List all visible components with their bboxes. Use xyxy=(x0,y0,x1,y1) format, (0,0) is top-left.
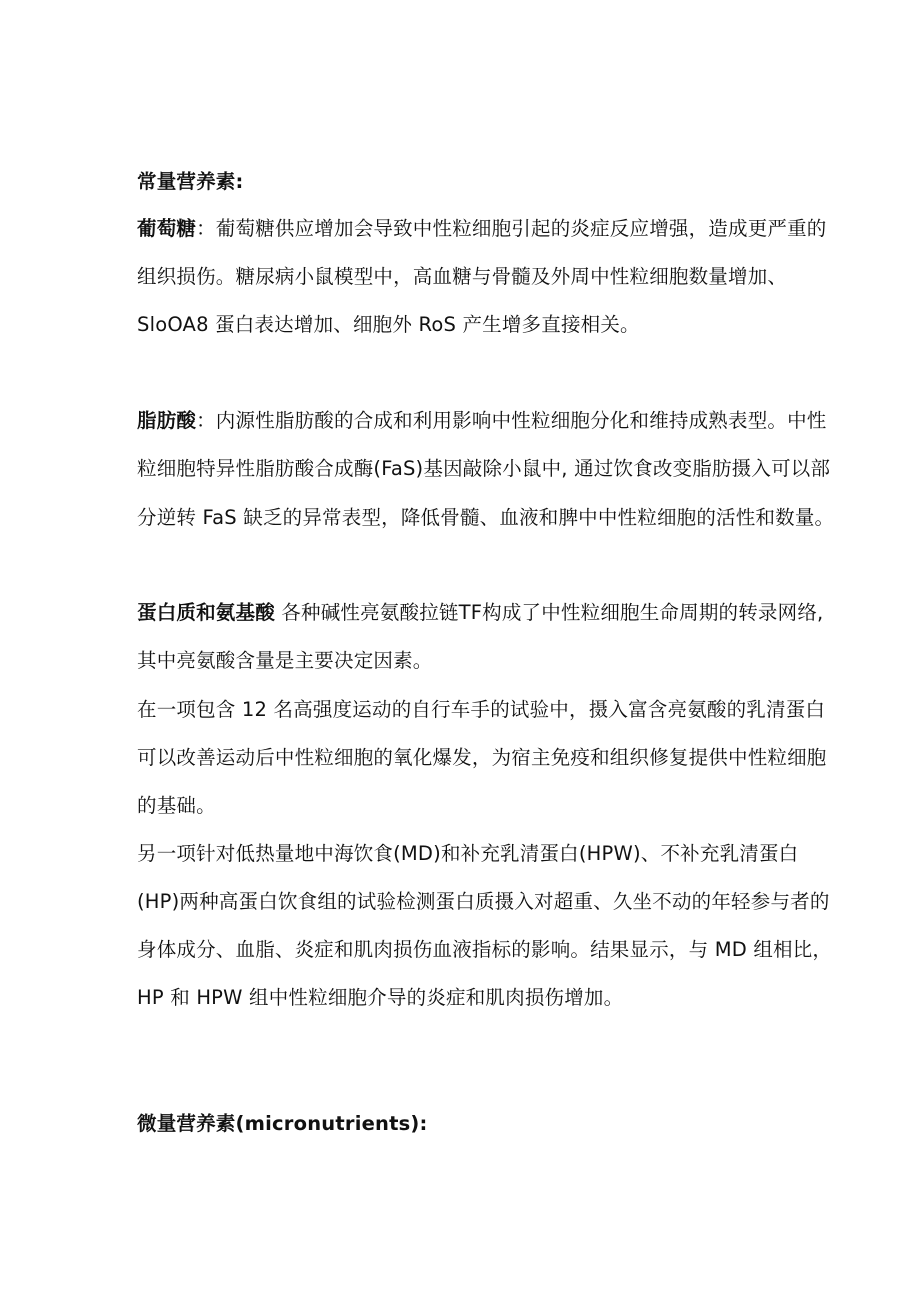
protein-line-6: 另一项针对低热量地中海饮食(MD)和补充乳清蛋白(HPW)、不补充乳清蛋白 xyxy=(137,842,799,865)
fatty-acid-term: 脂肪酸 xyxy=(137,409,197,432)
protein-text-1: 各种碱性亮氨酸拉链TF构成了中性粒细胞生命周期的转录网络, xyxy=(274,601,824,624)
glucose-text-1: ：葡萄糖供应增加会导致中性粒细胞引起的炎症反应增强，造成更严重的 xyxy=(196,217,827,240)
protein-line-5: 的基础。 xyxy=(137,794,216,817)
glucose-term: 葡萄糖 xyxy=(137,217,197,240)
protein-line-7: (HP)两种高蛋白饮食组的试验检测蛋白质摄入对超重、久坐不动的年轻参与者的 xyxy=(137,890,830,913)
fatty-acid-line-1 xyxy=(137,407,827,435)
glucose-line-1 xyxy=(137,215,827,243)
protein-line-2: 其中亮氨酸含量是主要决定因素。 xyxy=(137,649,433,672)
heading-macronutrients: 常量营养素: xyxy=(137,170,244,193)
protein-line-3: 在一项包含 12 名高强度运动的自行车手的试验中，摄入富含亮氨酸的乳清蛋白 xyxy=(137,698,826,721)
glucose-line-2: 组织损伤。糖尿病小鼠模型中，高血糖与骨髓及外周中性粒细胞数量增加、 xyxy=(137,265,788,288)
glucose-line-3: SloOA8 蛋白表达增加、细胞外 RoS 产生增多直接相关。 xyxy=(137,313,640,336)
fatty-acid-line-2: 粒细胞特异性脂肪酸合成酶(FaS)基因敲除小鼠中, 通过饮食改变脂肪摄入可以部 xyxy=(137,457,831,480)
protein-line-4: 可以改善运动后中性粒细胞的氧化爆发，为宿主免疫和组织修复提供中性粒细胞 xyxy=(137,746,827,769)
protein-line-8: 身体成分、血脂、炎症和肌肉损伤血液指标的影响。结果显示，与 MD 组相比， xyxy=(137,938,833,961)
protein-term: 蛋白质和氨基酸 xyxy=(137,601,275,624)
heading-micronutrients: 微量营养素(micronutrients): xyxy=(137,1112,428,1135)
fatty-acid-text-1: ：内源性脂肪酸的合成和利用影响中性粒细胞分化和维持成熟表型。中性 xyxy=(196,409,827,432)
fatty-acid-line-3: 分逆转 FaS 缺乏的异常表型，降低骨髓、血液和脾中中性粒细胞的活性和数量。 xyxy=(137,506,835,529)
protein-line-1 xyxy=(137,599,823,627)
protein-line-9: HP 和 HPW 组中性粒细胞介导的炎症和肌肉损伤增加。 xyxy=(137,986,624,1009)
